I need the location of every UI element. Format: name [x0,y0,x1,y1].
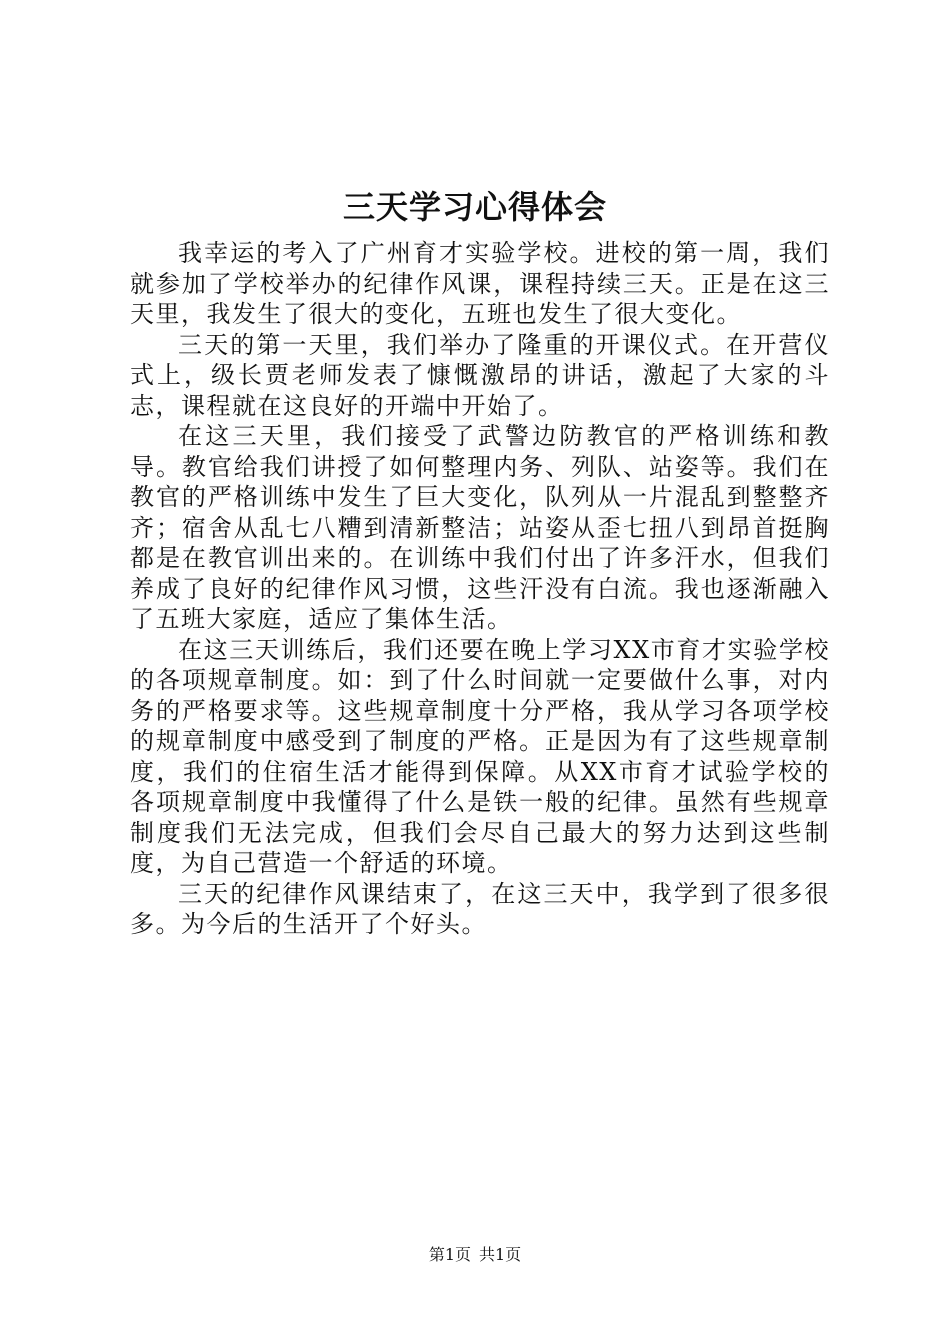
paragraph: 我幸运的考入了广州育才实验学校。进校的第一周，我们就参加了学校举办的纪律作风课，课程持续三天。正是在这三天里，我发生了很大的变化，五班也发生了很大变化。 [130,239,830,328]
paragraph: 在这三天训练后，我们还要在晚上学习XX市育才实验学校的各项规章制度。如：到了什么时间就一定要做什么事，对内务的严格要求等。这些规章制度十分严格，我从学习各项学校的规章制度中感受到了制度的严格。正是因为有了这些规章制度，我们的住宿生活才能得到保障。从XX市育才试验学校的各项规章制度中我懂得了什么是铁一般的纪律。虽然有些规章制度我们无法完成，但我们会尽自己最大的努力达到这些制度，为自己营造一个舒适的环境。 [130,635,830,877]
page-number-total: 共1页 [479,1245,522,1264]
paragraph: 三天的第一天里，我们举办了隆重的开课仪式。在开营仪式上，级长贾老师发表了慷慨激昂的讲话，激起了大家的斗志，课程就在这良好的开端中开始了。 [130,330,830,420]
paragraph: 三天的纪律作风课结束了，在这三天中，我学到了很多很多。为今后的生活开了个好头。 [130,879,830,938]
page-number-current: 第1页 [428,1245,471,1264]
document-body [130,238,830,940]
document-title: 三天学习心得体会 [342,188,607,226]
paragraph: 在这三天里，我们接受了武警边防教官的严格训练和教导。教官给我们讲授了如何整理内务、列队、站姿等。我们在教官的严格训练中发生了巨大变化，队列从一片混乱到整整齐齐；宿舍从乱七八糟到清新整洁；站姿从歪七扭八到昂首挺胸都是在教官训出来的。在训练中我们付出了许多汗水，但我们养成了良好的纪律作风习惯，这些汗没有白流。我也逐渐融入了五班大家庭，适应了集体生活。 [130,422,830,633]
page-footer [0,1243,950,1267]
